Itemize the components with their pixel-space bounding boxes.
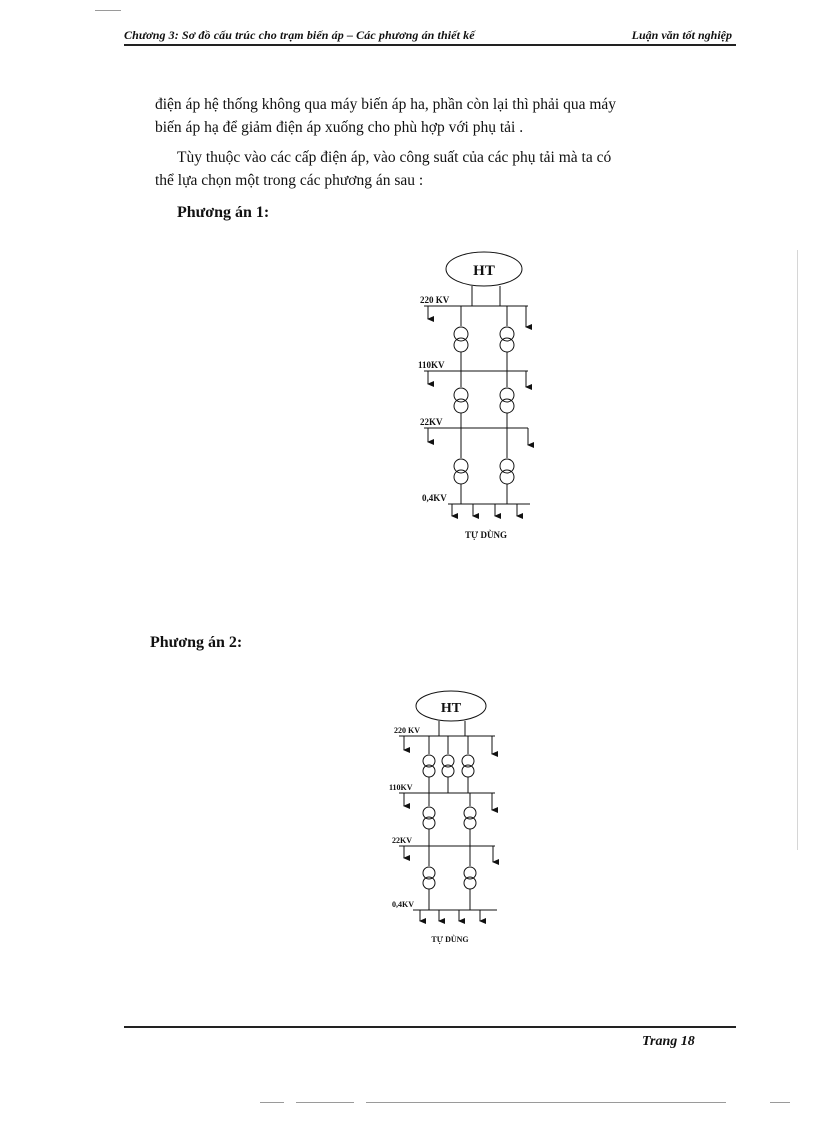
label-110kv: 110KV	[418, 360, 445, 370]
label-04kv: 0,4KV	[422, 493, 447, 503]
paragraph-1-line-2: biến áp hạ để giảm điện áp xuống cho phù hợp với phụ tải .	[155, 119, 524, 136]
option-2-heading: Phương án 2:	[150, 634, 243, 651]
ht-label: HT	[473, 263, 495, 279]
scan-mark	[770, 1102, 790, 1103]
option-1-diagram	[390, 240, 550, 550]
scan-edge	[797, 250, 798, 850]
scan-mark	[366, 1102, 726, 1103]
footer-rule	[124, 1026, 736, 1028]
chapter-title: Chương 3: Sơ đồ cấu trúc cho trạm biến áp – Các phương án thiết kế	[124, 28, 475, 42]
scan-mark	[260, 1102, 284, 1103]
scan-mark	[95, 10, 121, 11]
option-1-heading: Phương án 1:	[177, 204, 270, 221]
paragraph-2-line-1: Tùy thuộc vào các cấp điện áp, vào công suất của các phụ tải mà ta có	[177, 149, 612, 166]
label-220kv: 220 KV	[394, 726, 420, 735]
label-04kv: 0,4KV	[392, 900, 414, 909]
page-number: Trang 18	[642, 1034, 695, 1049]
page-header	[124, 26, 736, 48]
paragraph-2-line-2: thể lựa chọn một trong các phương án sau :	[155, 172, 424, 189]
scan-mark	[296, 1102, 354, 1103]
label-22kv: 22KV	[420, 417, 443, 427]
header-rule	[124, 44, 736, 46]
paragraph-1-line-1: điện áp hệ thống không qua máy biến áp ha, phần còn lại thì phải qua máy	[155, 96, 617, 113]
label-tu-dung: TỰ DÙNG	[465, 530, 507, 540]
label-220kv: 220 KV	[420, 295, 450, 305]
ht-label: HT	[440, 701, 462, 716]
option-2-diagram	[385, 686, 515, 951]
label-22kv: 22KV	[392, 836, 412, 845]
thesis-label: Luận văn tốt nghiệp	[631, 28, 732, 42]
label-tu-dung: TỰ DÙNG	[431, 935, 469, 944]
label-110kv: 110KV	[389, 783, 413, 792]
